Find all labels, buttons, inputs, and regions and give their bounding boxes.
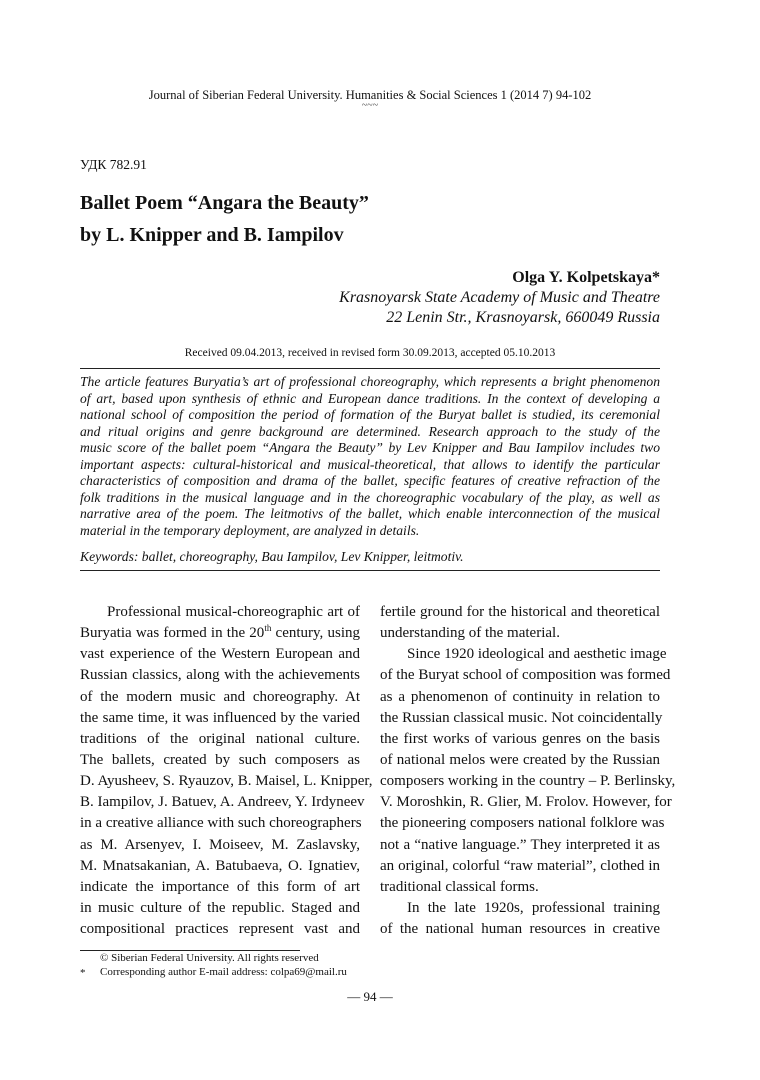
body-line: compositional practices represent vast and	[80, 921, 360, 938]
abstract-line: national school of composition the period of formation of the Buryat ballet is studied, its ceremonial	[80, 407, 660, 422]
author-name: Olga Y. Kolpetskaya*	[512, 269, 660, 286]
abstract-line: and ritual origins and genre background are determined. Research approach to the study of the	[80, 423, 660, 439]
abstract-line: folk traditions in the musical language and in the choreographic vocabulary of the play, as well as	[80, 489, 660, 505]
body-line: of the national human resources in creative	[380, 921, 660, 938]
body-line: understanding of the material.	[380, 625, 560, 642]
body-line: the same time, it was influenced by the varied	[80, 709, 360, 726]
corresponding-author-footnote: Corresponding author E-mail address: colpa69@mail.ru	[100, 966, 347, 978]
body-line: as M. Arsenyev, I. Moiseev, M. Zaslavsky,	[80, 836, 360, 853]
abstract	[80, 374, 660, 539]
body-line: vast experience of the Western European and	[80, 646, 360, 663]
paragraph	[380, 898, 660, 940]
body-line: of the Buryat school of composition was formed	[380, 667, 671, 684]
journal-header: Journal of Siberian Federal University. Humanities & Social Sciences 1 (2014 7) 94-102	[148, 88, 592, 102]
body-line: Professional musical-choreographic art of	[107, 604, 360, 620]
body-line: The ballets, created by such composers as	[80, 751, 360, 768]
footnote-mark: *	[80, 967, 86, 979]
author-address: 22 Lenin Str., Krasnoyarsk, 660049 Russia	[386, 309, 660, 326]
paragraph	[380, 644, 676, 898]
body-line: not a “native language.” They interpreted it as	[380, 836, 660, 853]
body-line: Buryatia was formed in the 20th century, using	[80, 623, 360, 642]
abstract-line: important aspects: cultural-historical and musical-theoretical, that allows to identify the particular	[80, 456, 660, 472]
header-separator: ~~~	[361, 100, 379, 111]
body-line: in a creative alliance with such choreographers	[80, 815, 362, 832]
body-line: V. Moroshkin, R. Glier, M. Frolov. However, for	[380, 794, 672, 811]
body-line: traditional classical forms.	[380, 878, 539, 895]
body-line: of the modern music and choreography. At	[80, 688, 360, 705]
body-line: D. Ayusheev, S. Ryauzov, B. Maisel, L. Knipper,	[80, 773, 373, 790]
body-line: Russian classics, along with the achievements	[80, 667, 360, 684]
article-title-line1: Ballet Poem “Angara the Beauty”	[80, 192, 369, 214]
udk-code: УДК 782.91	[80, 157, 147, 172]
paragraph	[80, 602, 373, 940]
body-column-right	[380, 602, 676, 940]
body-line: M. Mnatsakanian, A. Batubaeva, O. Ignatiev,	[80, 857, 360, 874]
paragraph	[380, 602, 660, 644]
body-line: composers working in the country – P. Berlinsky,	[380, 773, 676, 790]
abstract-line: material in the temporary deployment, are analyzed in details.	[80, 522, 420, 538]
received-dates: Received 09.04.2013, received in revised form 30.09.2013, accepted 05.10.2013	[184, 347, 556, 359]
copyright-footnote: © Siberian Federal University. All rights reserved	[100, 952, 319, 964]
body-line: Since 1920 ideological and aesthetic image	[407, 646, 667, 663]
body-line: the Russian classical music. Not coincidentally	[380, 709, 663, 726]
abstract-line: The article features Buryatia’s art of professional choreography, which represents a bright phenomenon	[80, 374, 660, 389]
body-line: as a phenomenon of continuity in relation to	[380, 688, 660, 705]
footnote-rule	[80, 950, 300, 951]
body-line: traditions of the original national culture.	[80, 730, 360, 747]
abstract-line: characteristics of composition and drama of the ballet, specific features of creative refraction of the	[80, 473, 660, 488]
body-line: B. Iampilov, J. Batuev, A. Andreev, Y. Irdyneev	[80, 794, 365, 811]
keywords: Keywords: ballet, choreography, Bau Iampilov, Lev Knipper, leitmotiv.	[80, 549, 464, 564]
abstract-line: narrative area of the poem. The leitmotivs of the ballet, which enable interconnection of the musical	[80, 506, 660, 521]
body-column-left	[80, 602, 373, 940]
body-line: the first works of various genres on the basis	[380, 730, 660, 747]
body-line: the pioneering composers national folklore was	[380, 815, 665, 832]
body-line: of national melos were created by the Russian	[380, 752, 660, 768]
body-line: an original, colorful “raw material”, clothed in	[380, 857, 660, 874]
body-line: In the late 1920s, professional training	[407, 900, 660, 916]
body-line: indicate the importance of this form of art	[80, 878, 360, 895]
abstract-bottom-rule	[80, 570, 660, 571]
abstract-top-rule	[80, 368, 660, 369]
page-number: — 94 —	[347, 989, 393, 1004]
abstract-line: music score of the ballet poem “Angara the Beauty” by Lev Knipper and Bau Iampilov includes two	[80, 440, 660, 455]
body-line: fertile ground for the historical and theoretical	[380, 604, 660, 620]
abstract-line: of art, based upon synthesis of ethnic and European dance traditions. In the context of developing a	[80, 390, 660, 406]
author-affiliation: Krasnoyarsk State Academy of Music and Theatre	[339, 289, 660, 306]
body-line: in music culture of the republic. Staged and	[80, 899, 360, 916]
article-title-line2: by L. Knipper and B. Iampilov	[80, 224, 344, 246]
